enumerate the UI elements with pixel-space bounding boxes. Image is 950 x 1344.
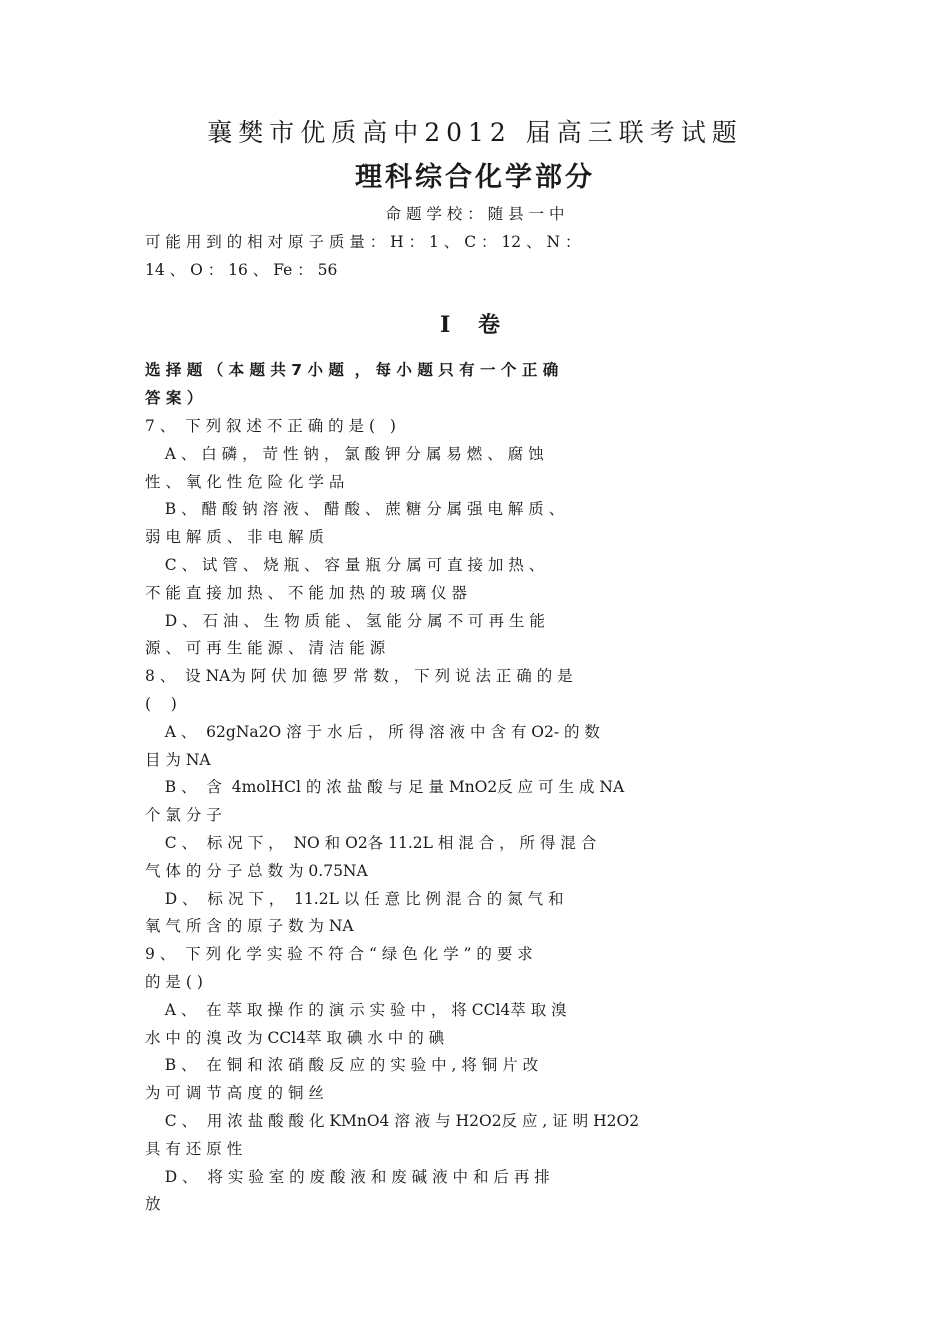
text-line: B 、 在 铜 和 浓 硝 酸 反 应 的 实 验 中 , 将 铜 片 改 <box>145 1056 539 1075</box>
text-line: 8 、 设 NA为 阿 伏 加 德 罗 常 数 ， 下 列 说 法 正 确 的 是 <box>145 667 573 686</box>
text-line: A 、 在 萃 取 操 作 的 演 示 实 验 中 ， 将 CCl4萃 取 溴 <box>145 1000 567 1019</box>
text-line: 的 是 ( ) <box>145 973 203 991</box>
text-line: D 、 石 油 、 生 物 质 能 、 氢 能 分 属 不 可 再 生 能 <box>145 611 545 630</box>
text-line: 个 氯 分 子 <box>145 806 222 825</box>
atomic-masses-line-2: 14 、 O ： 16 、 Fe ： 56 <box>145 261 338 279</box>
text-line: A 、 白 磷 ， 苛 性 钠 ， 氯 酸 钾 分 属 易 燃 、 腐 蚀 <box>145 444 544 463</box>
text-line: 具 有 还 原 性 <box>145 1139 243 1158</box>
text-line: 性 、 氧 化 性 危 险 化 学 品 <box>145 472 345 491</box>
text-line: 目 为 NA <box>145 750 211 769</box>
text-line: A 、 62gNa2O 溶 于 水 后 ， 所 得 溶 液 中 含 有 O2- 的 数 <box>145 722 600 741</box>
text-line: 不 能 直 接 加 热 、 不 能 加 热 的 玻 璃 仪 器 <box>145 583 467 602</box>
text-line: 为 可 调 节 高 度 的 铜 丝 <box>145 1084 324 1103</box>
text-line: B 、 醋 酸 钠 溶 液 、 醋 酸 、 蔗 糖 分 属 强 电 解 质 、 <box>145 500 565 519</box>
text-line: 氧 气 所 含 的 原 子 数 为 NA <box>145 917 354 936</box>
text-line: D 、 标 况 下 ， 11.2L 以 任 意 比 例 混 合 的 氮 气 和 <box>145 889 564 908</box>
text-line: C 、 用 浓 盐 酸 酸 化 KMnO4 溶 液 与 H2O2反 应 , 证 明 H2O2 <box>145 1112 640 1130</box>
instruction-line-1: 选 择 题 （ 本 题 共 7 小 题 ， 每 小 题 只 有 一 个 正 确 <box>145 361 559 379</box>
text-line: 放 <box>145 1195 161 1214</box>
text-line: 气 体 的 分 子 总 数 为 0.75NA <box>145 861 368 880</box>
setter-school: 命 题 学 校 ： 随 县 一 中 <box>385 205 565 223</box>
text-line: 水 中 的 溴 改 为 CCl4萃 取 碘 水 中 的 碘 <box>145 1028 445 1047</box>
atomic-masses-line-1: 可 能 用 到 的 相 对 原 子 质 量 ： H ： 1 、 C ： 12 、 N ： <box>145 233 581 251</box>
text-line: C 、 标 况 下 ， NO 和 O2各 11.2L 相 混 合 ， 所 得 混 合 <box>145 834 597 852</box>
text-line: 源 、 可 再 生 能 源 、 清 洁 能 源 <box>145 639 386 658</box>
text-line: B 、 含 4molHCl 的 浓 盐 酸 与 足 量 MnO2反 应 可 生 成 NA <box>145 778 625 797</box>
exam-title: 襄樊市优质高中2012 届高三联考试题 <box>207 118 743 147</box>
text-line: ( ) <box>145 695 177 713</box>
text-line: 弱 电 解 质 、 非 电 解 质 <box>145 528 324 547</box>
text-line: 9 、 下 列 化 学 实 验 不 符 合 “ 绿 色 化 学 ” 的 要 求 <box>145 945 533 964</box>
text-line: 7 、 下 列 叙 述 不 正 确 的 是 ( ) <box>145 417 396 435</box>
text-line: C 、 试 管 、 烧 瓶 、 容 量 瓶 分 属 可 直 接 加 热 、 <box>145 556 545 574</box>
instruction-line-2: 答 案 ） <box>145 389 203 407</box>
text-line: D 、 将 实 验 室 的 废 酸 液 和 废 碱 液 中 和 后 再 排 <box>145 1167 550 1186</box>
exam-subtitle: 理科综合化学部分 <box>355 162 595 193</box>
section-title: I 卷 <box>440 312 510 338</box>
